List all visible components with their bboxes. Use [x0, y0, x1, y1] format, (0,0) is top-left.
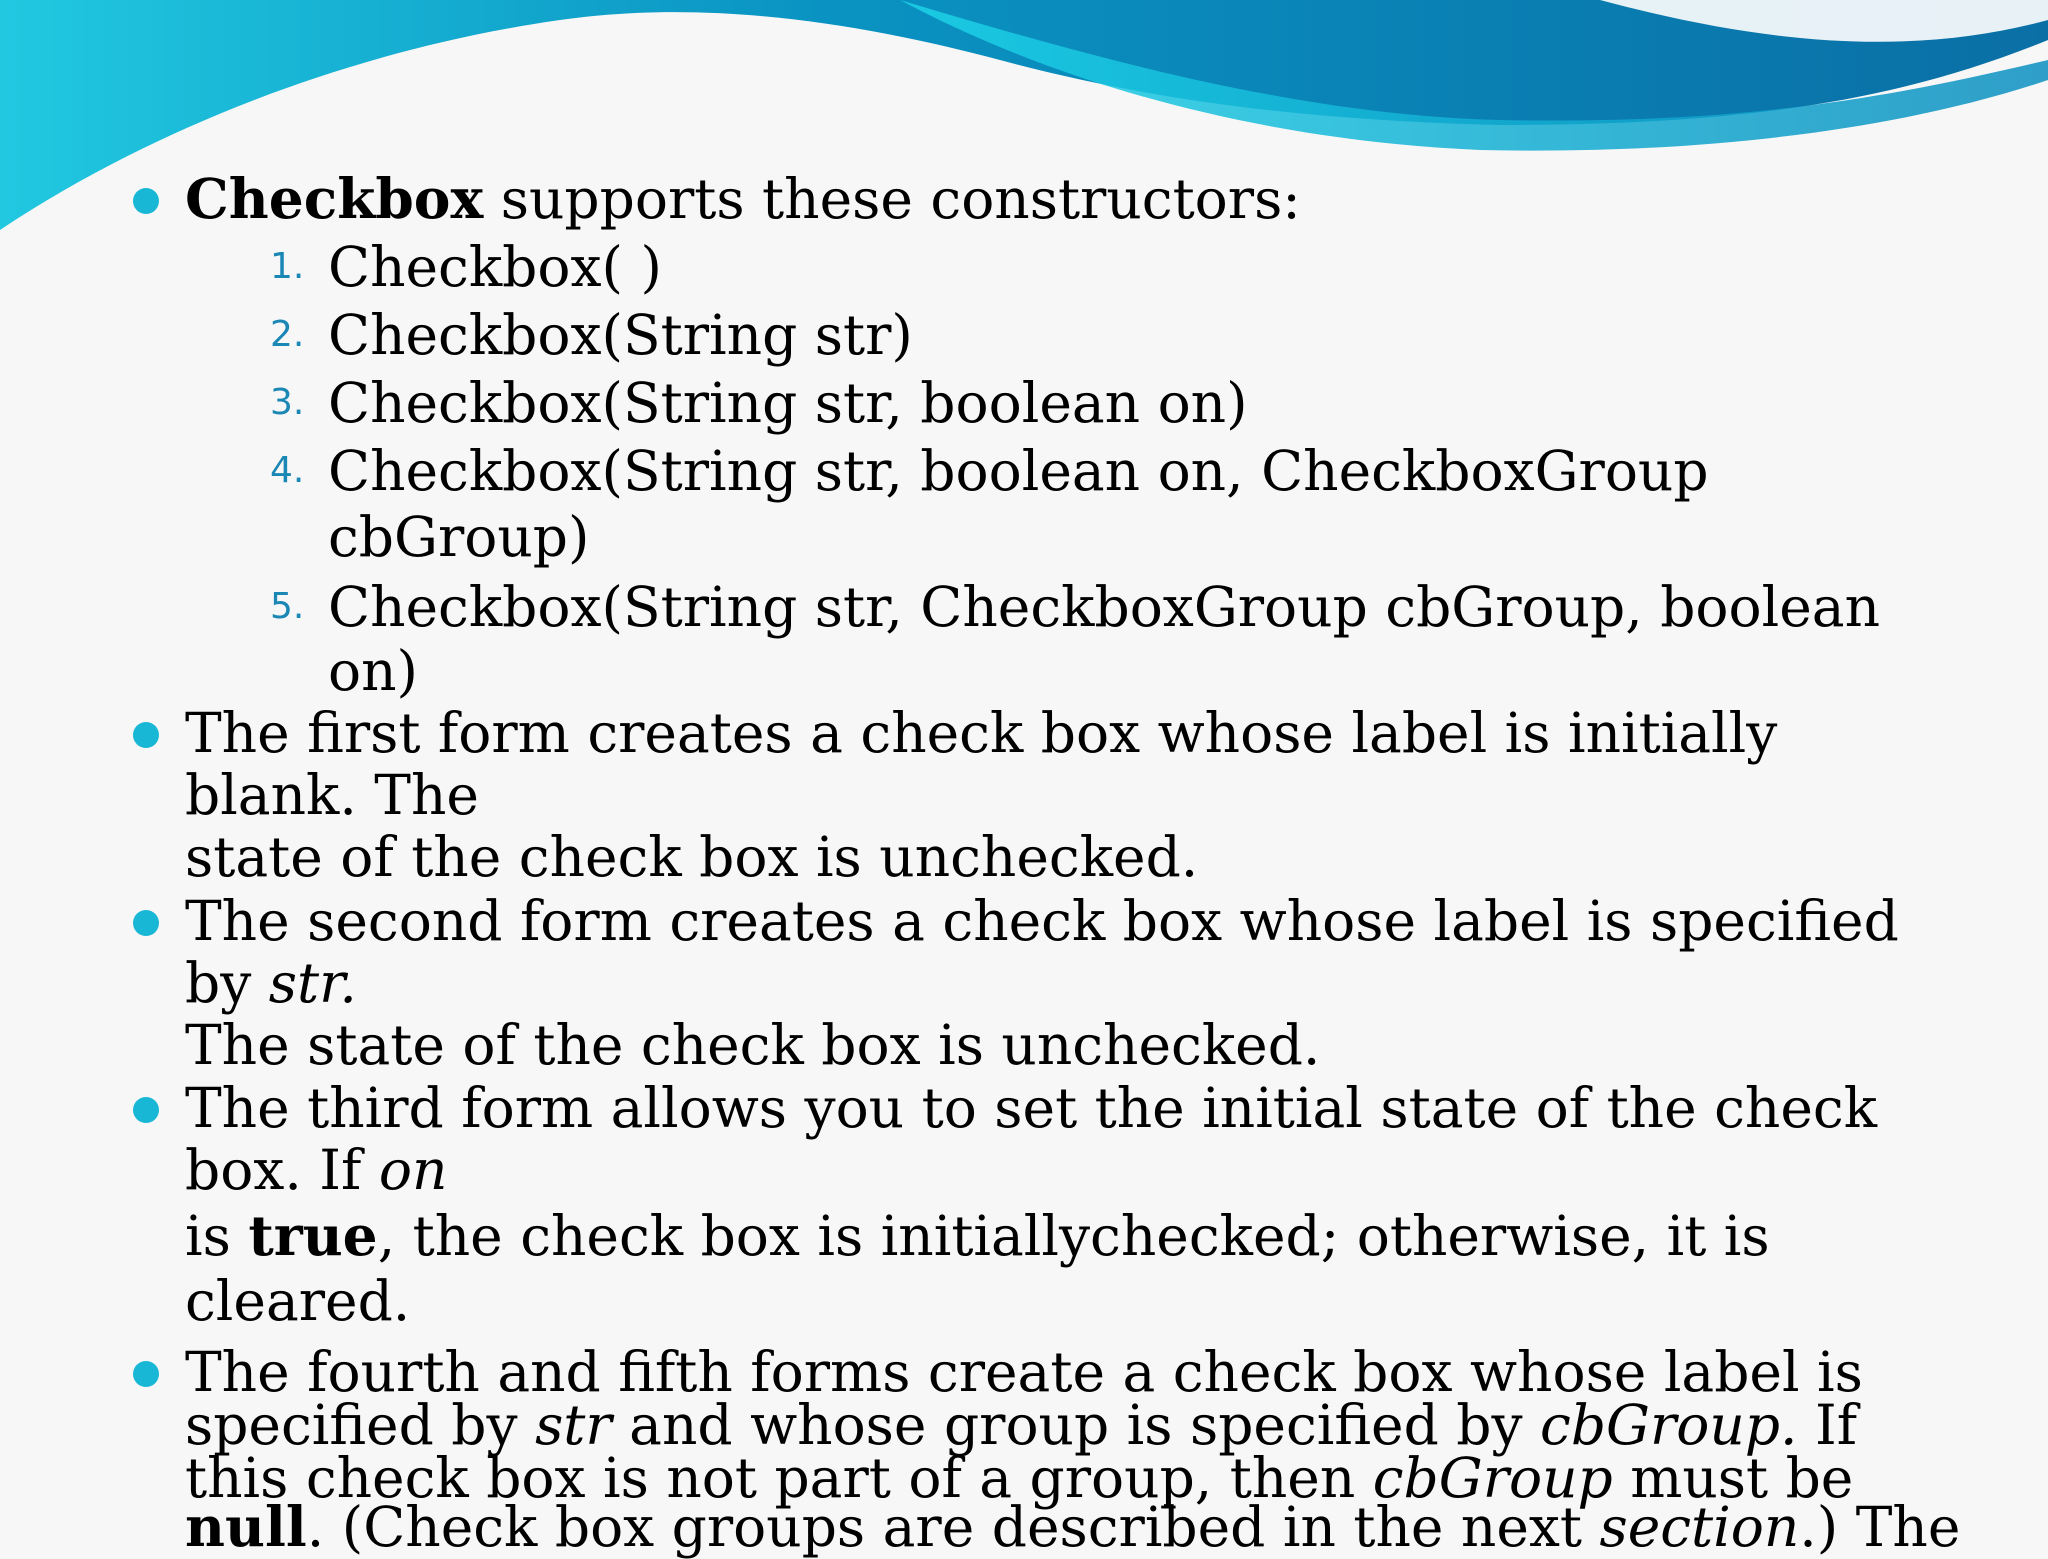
list-number: 2. — [270, 314, 305, 355]
bullet-3-line-3: The state of the check box is unchecked. — [185, 1013, 1321, 1077]
bullet-1-text: Checkbox supports these constructors: — [185, 166, 1301, 231]
constructor-4-line-2: cbGroup) — [328, 505, 590, 569]
bullet-2-line-2: blank. The — [185, 763, 479, 827]
bullet-5-line-2: specified by str and whose group is specified by cbGroup. If — [185, 1393, 1858, 1457]
constructor-1: Checkbox( ) — [328, 235, 662, 299]
list-number: 1. — [270, 246, 305, 287]
bullet-2-line-1: The first form creates a check box whose label is initially — [185, 701, 1778, 765]
bullet-5-line-4: null. (Check box groups are described in the next section.) The — [185, 1494, 1961, 1559]
bullet-4-line-3: is true, the check box is initiallychecked; otherwise, it is — [185, 1203, 1770, 1268]
constructor-5-line-1: Checkbox(String str, CheckboxGroup cbGroup, boolean — [328, 575, 1881, 639]
list-number: 5. — [270, 586, 305, 627]
bullet-4-line-2: box. If on — [185, 1138, 448, 1202]
constructor-4-line-1: Checkbox(String str, boolean on, CheckboxGroup — [328, 439, 1709, 503]
bullet-dot — [133, 1097, 159, 1123]
list-number: 3. — [270, 382, 305, 423]
bullet-dot — [133, 188, 159, 214]
bullet-5-line-1: The fourth and fifth forms create a check box whose label is — [185, 1340, 1863, 1404]
list-number: 4. — [270, 450, 305, 491]
constructor-2: Checkbox(String str) — [328, 303, 913, 367]
bullet-3-line-1: The second form creates a check box whose label is specified — [185, 889, 1899, 953]
constructor-3: Checkbox(String str, boolean on) — [328, 371, 1248, 435]
bullet-5-line-3: this check box is not part of a group, then cbGroup must be — [185, 1446, 1854, 1510]
bullet-2-line-3: state of the check box is unchecked. — [185, 825, 1199, 889]
bullet-dot — [133, 910, 159, 936]
bullet-4-line-1: The third form allows you to set the initial state of the check — [185, 1076, 1878, 1140]
bullet-3-line-2: by str. — [185, 951, 357, 1015]
bullet-dot — [133, 722, 159, 748]
bullet-4-line-4: cleared. — [185, 1269, 411, 1333]
constructor-5-line-2: on) — [328, 639, 418, 703]
bullet-dot — [133, 1361, 159, 1387]
